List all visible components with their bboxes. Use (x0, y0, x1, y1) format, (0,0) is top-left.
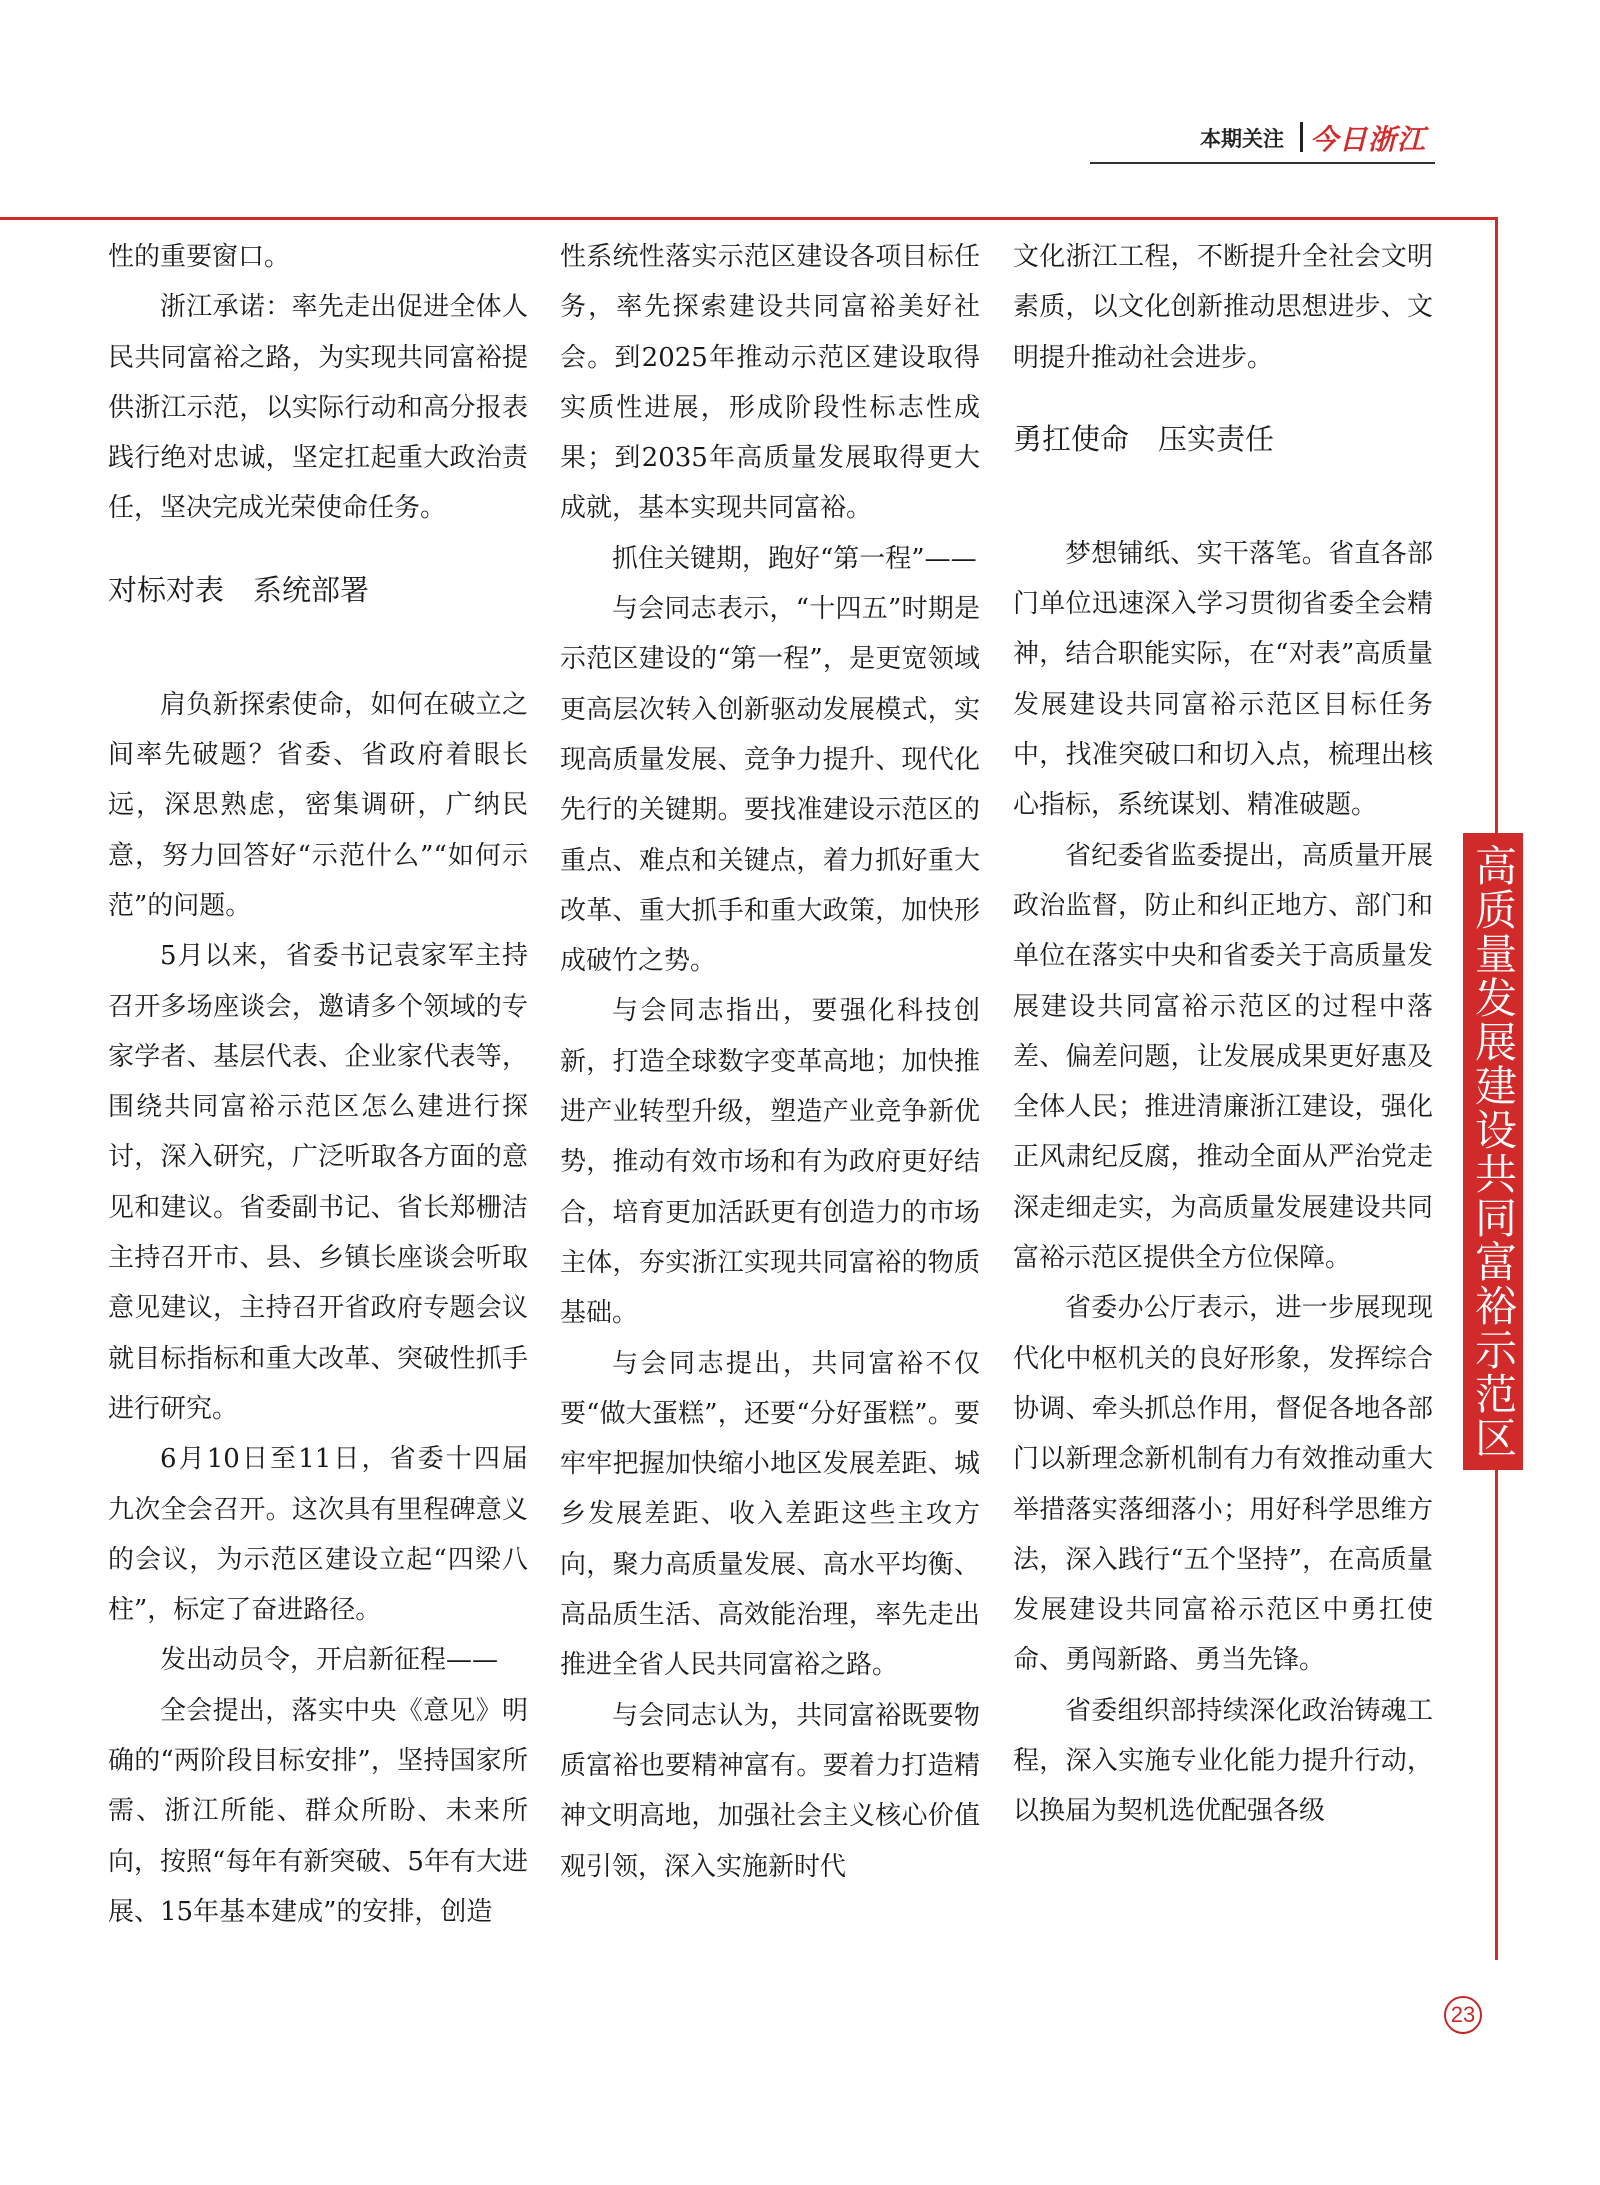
section-heading: 勇扛使命 压实责任 (1013, 421, 1275, 456)
paragraph: 全会提出，落实中央《意见》明确的“两阶段目标安排”，坚持国家所需、浙江所能、群众所盼、未来所向，按照“每年有新突破、5年有大进展、15年基本建成”的安排，创造 (108, 1695, 528, 1927)
paragraph: 性的重要窗口。 (108, 242, 291, 272)
red-frame-top (0, 217, 1498, 220)
paragraph: 省委办公厅表示，进一步展现现代化中枢机关的良好形象，发挥综合协调、牵头抓总作用，督促各地各部门以新理念新机制有力有效推动重大举措落实落细落小；用好科学思维方法，深入践行“五个坚持”，在高质量发展建设共同富裕示范区中勇扛使命、勇闯新路、勇当先锋。 (1013, 1293, 1433, 1676)
paragraph: 梦想铺纸、实干落笔。省直各部门单位迅速深入学习贯彻省委全会精神，结合职能实际，在“对表”高质量发展建设共同富裕示范区目标任务中，找准突破口和切入点，梳理出核心指标，系统谋划、精准破题。 (1013, 538, 1433, 821)
section-heading: 对标对表 系统部署 (108, 572, 370, 607)
article-column-2 (560, 232, 980, 1892)
article-column-3 (1013, 232, 1433, 1837)
page-header (1090, 118, 1435, 164)
paragraph: 与会同志认为，共同富裕既要物质富裕也要精神富有。要着力打造精神文明高地，加强社会主义核心价值观引领，深入实施新时代 (560, 1700, 980, 1882)
paragraph: 5月以来，省委书记袁家军主持召开多场座谈会，邀请多个领域的专家学者、基层代表、企业家代表等，围绕共同富裕示范区怎么建进行探讨，深入研究，广泛听取各方面的意见和建议。省委副书记、省长郑栅洁主持召开市、县、乡镇长座谈会听取意见建议，主持召开省政府专题会议就目标指标和重大改革、突破性抓手进行研究。 (108, 941, 528, 1424)
paragraph: 与会同志指出，要强化科技创新，打造全球数字变革高地；加快推进产业转型升级，塑造产业竞争新优势，推动有效市场和有为政府更好结合，培育更加活跃更有创造力的市场主体，夯实浙江实现共同富裕的物质基础。 (560, 996, 980, 1329)
paragraph: 浙江承诺：率先走出促进全体人民共同富裕之路，为实现共同富裕提供浙江示范，以实际行动和高分报表践行绝对忠诚，坚定扛起重大政治责任，坚决完成光荣使命任务。 (108, 292, 528, 524)
paragraph: 与会同志表示，“十四五”时期是示范区建设的“第一程”，是更宽领域更高层次转入创新驱动发展模式，实现高质量发展、竞争力提升、现代化先行的关键期。要找准建设示范区的重点、难点和关键点，着力抓好重大改革、重大抓手和重大政策，加快形成破竹之势。 (560, 594, 980, 977)
paragraph: 省纪委省监委提出，高质量开展政治监督，防止和纠正地方、部门和单位在落实中央和省委关于高质量发展建设共同富裕示范区的过程中落差、偏差问题，让发展成果更好惠及全体人民；推进清廉浙江建设，强化正风肃纪反腐，推动全面从严治党走深走细走实，为高质量发展建设共同富裕示范区提供全方位保障。 (1013, 840, 1433, 1274)
paragraph: 性系统性落实示范区建设各项目标任务，率先探索建设共同富裕美好社会。到2025年推动示范区建设取得实质性进展，形成阶段性标志性成果；到2035年高质量发展取得更大成就，基本实现共同富裕。 (560, 242, 980, 524)
paragraph: 发出动员令，开启新征程—— (160, 1645, 499, 1676)
section-label: 本期关注 (1200, 127, 1284, 151)
paragraph: 抓住关键期，跑好“第一程”—— (612, 543, 977, 574)
paragraph: 6月10日至11日，省委十四届九次全会召开。这次具有里程碑意义的会议，为示范区建设立起“四梁八柱”，标定了奋进路径。 (108, 1444, 528, 1626)
paragraph: 与会同志提出，共同富裕不仅要“做大蛋糕”，还要“分好蛋糕”。要牢牢把握加快缩小地区发展差距、城乡发展差距、收入差距这些主攻方向，聚力高质量发展、高水平均衡、高品质生活、高效能治理，率先走出推进全省人民共同富裕之路。 (560, 1348, 980, 1681)
magazine-logo: 今日浙江 (1310, 123, 1427, 156)
paragraph: 省委组织部持续深化政治铸魂工程，深入实施专业化能力提升行动，以换届为契机选优配强各级 (1013, 1695, 1433, 1827)
paragraph: 肩负新探索使命，如何在破立之间率先破题？省委、省政府着眼长远，深思熟虑，密集调研，广纳民意，努力回答好“示范什么”“如何示范”的问题。 (108, 689, 528, 921)
article-column-1 (108, 232, 528, 1937)
side-banner: 高质量发展建设共同富裕示范区 (1463, 833, 1523, 1470)
paragraph: 文化浙江工程，不断提升全社会文明素质，以文化创新推动思想进步、文明提升推动社会进步。 (1013, 242, 1433, 373)
page-number: 23 (1444, 1996, 1482, 2034)
header-divider (1300, 122, 1303, 152)
